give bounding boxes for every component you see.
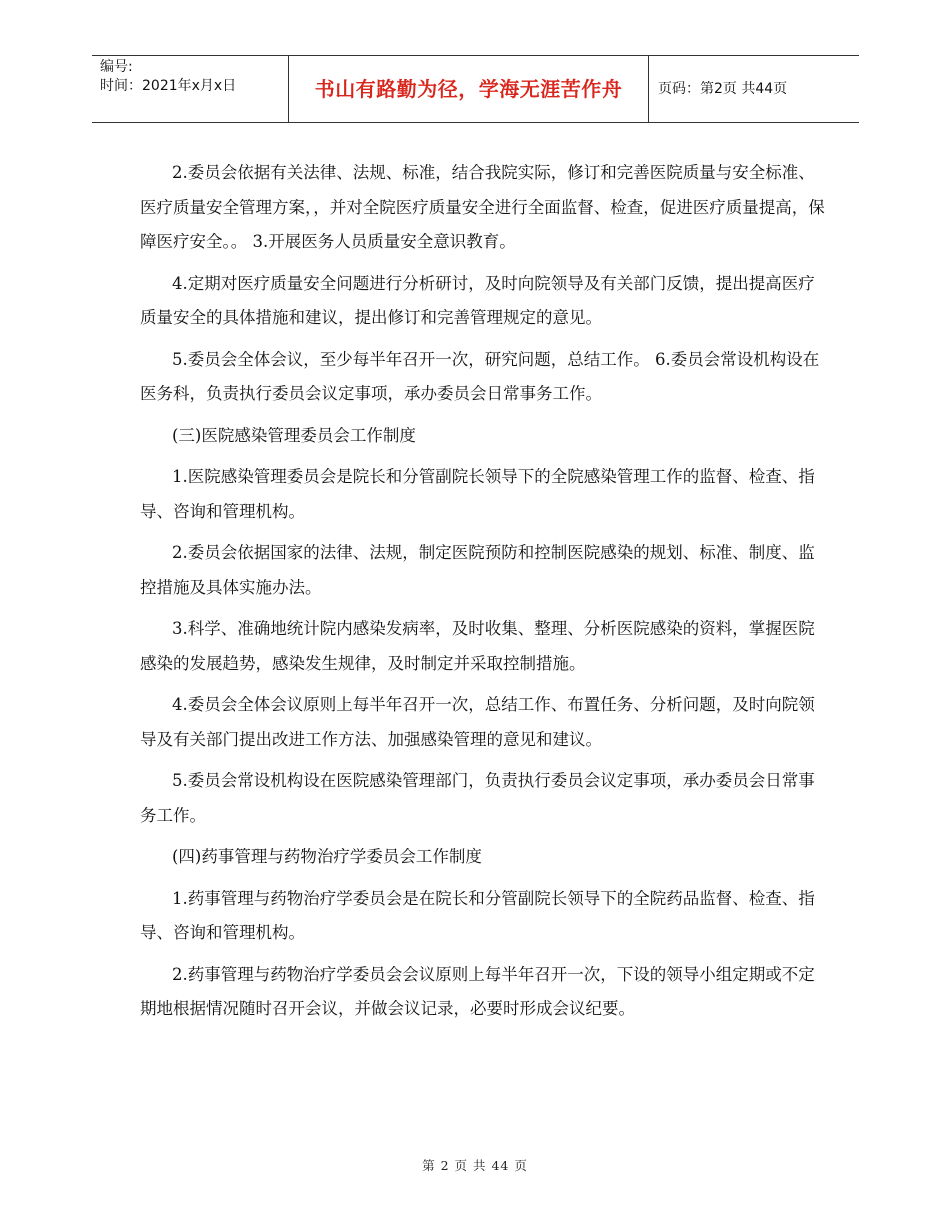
body-paragraph: 4.定期对医疗质量安全问题进行分析研讨，及时向院领导及有关部门反馈，提出提高医疗质量安全的具体措施和建议，提出修订和完善管理规定的意见。: [140, 273, 815, 327]
page-footer: 第 2 页 共 44 页: [422, 1158, 528, 1173]
body-paragraph: 4.委员会全体会议原则上每半年召开一次，总结工作、布置任务、分析问题，及时向院领导及有关部门提出改进工作方法、加强感染管理的意见和建议。: [140, 695, 815, 749]
body-paragraph: 1.医院感染管理委员会是院长和分管副院长领导下的全院感染管理工作的监督、检查、指导、咨询和管理机构。: [140, 467, 815, 521]
body-paragraph: 1.药事管理与药物治疗学委员会是在院长和分管副院长领导下的全院药品监督、检查、指导、咨询和管理机构。: [140, 888, 815, 942]
header-divider: [648, 56, 649, 122]
header-page-info: 页码：第2页 共44页: [658, 81, 788, 97]
body-paragraph: 3.科学、准确地统计院内感染发病率，及时收集、整理、分析医院感染的资料，掌握医院感染的发展趋势，感染发生规律，及时制定并采取控制措施。: [140, 619, 815, 673]
body-paragraph: 2.药事管理与药物治疗学委员会会议原则上每半年召开一次，下设的领导小组定期或不定期地根据情况随时召开会议，并做会议记录，必要时形成会议纪要。: [140, 964, 815, 1018]
section-heading: (四)药事管理与药物治疗学委员会工作制度: [172, 847, 482, 866]
header-meta: [100, 58, 286, 96]
body-paragraph: 2.委员会依据国家的法律、法规，制定医院预防和控制医院感染的规划、标准、制度、监控措施及具体实施办法。: [140, 543, 815, 597]
body-paragraph: 5.委员会常设机构设在医院感染管理部门，负责执行委员会议定事项，承办委员会日常事务工作。: [140, 771, 815, 825]
document-body: [140, 156, 830, 1034]
header-motto: 书山有路勤为径，学海无涯苦作舟: [314, 77, 623, 101]
page-header: [92, 55, 859, 123]
document-number-label: 编号:: [100, 59, 133, 75]
section-heading: (三)医院感染管理委员会工作制度: [172, 425, 416, 445]
body-paragraph: 2.委员会依据有关法律、法规、标准，结合我院实际，修订和完善医院质量与安全标准、医疗质量安全管理方案，，并对全院医疗质量安全进行全面监督、检查，促进医疗质量提高，保障医疗安全。。 3.开展医务人员质量安全意识教育。: [140, 163, 825, 251]
body-paragraph: 5.委员会全体会议，至少每半年召开一次，研究问题，总结工作。 6.委员会常设机构设在医务科，负责执行委员会议定事项，承办委员会日常事务工作。: [140, 349, 820, 403]
document-time-label: 时间：2021年x月x日: [100, 78, 237, 94]
